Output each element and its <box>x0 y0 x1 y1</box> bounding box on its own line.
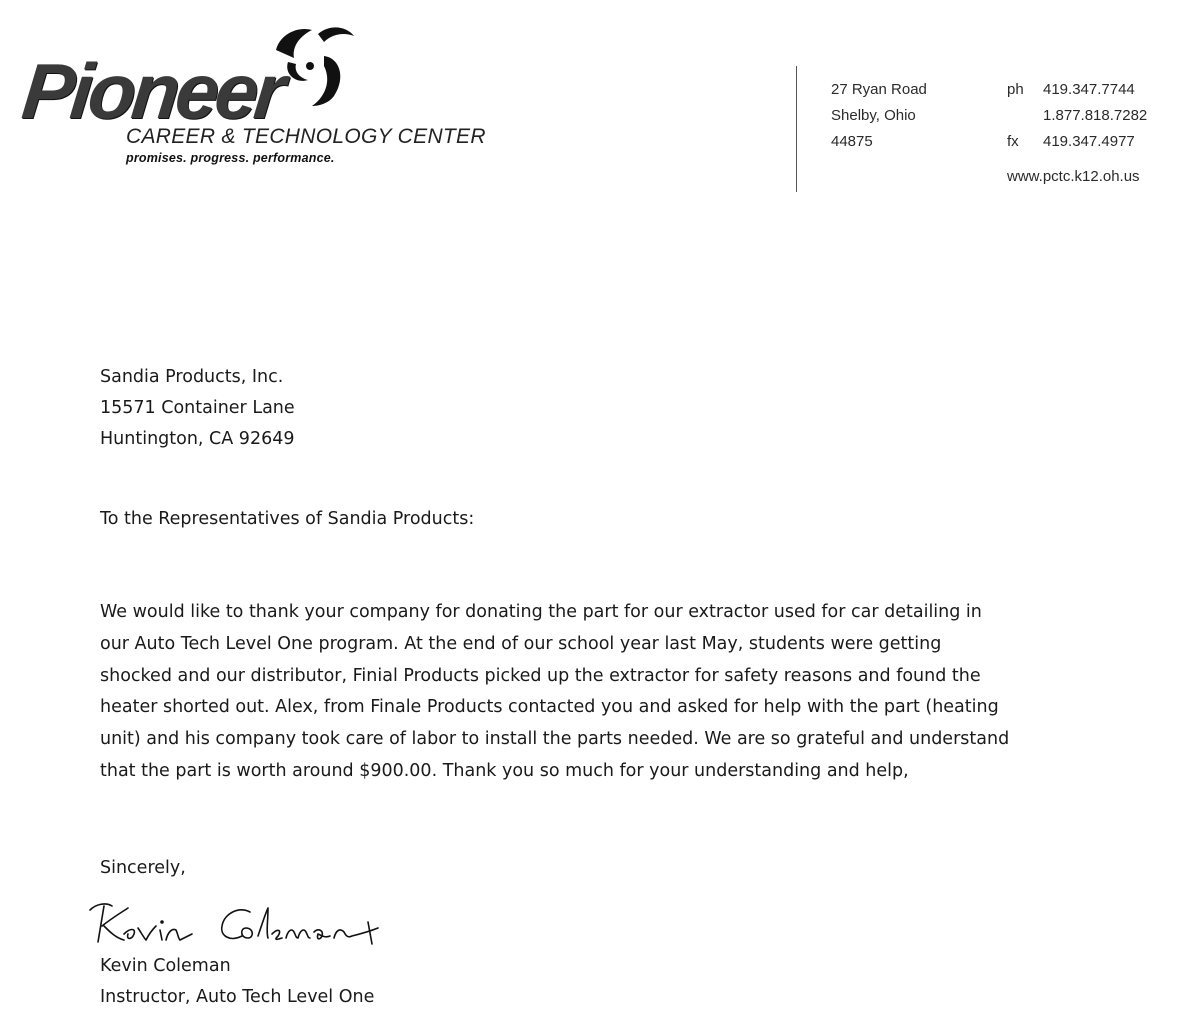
fax-number: 419.347.4977 <box>1043 133 1135 150</box>
address-line-2: Shelby, Ohio <box>831 107 916 124</box>
brand-wordmark: Pioneer <box>18 47 286 135</box>
address-line-1: 27 Ryan Road <box>831 81 927 98</box>
brand-tagline: promises. progress. performance. <box>126 151 335 165</box>
recipient-line: 15571 Container Lane <box>100 398 295 418</box>
body-line: heater shorted out. Alex, from Finale Products contacted you and asked for help with the part (heating <box>100 697 999 718</box>
toll-free-number: 1.877.818.7282 <box>1043 107 1148 124</box>
address-line-3: 44875 <box>831 133 873 150</box>
closing: Sincerely, <box>100 858 186 878</box>
recipient-line: Sandia Products, Inc. <box>100 367 284 387</box>
letterhead-divider <box>796 66 797 192</box>
body-line: that the part is worth around $900.00. Thank you so much for your understanding and help, <box>100 760 909 781</box>
fax-label: fx <box>1007 133 1019 150</box>
brand-subtitle: CAREER & TECHNOLOGY CENTER <box>126 125 486 148</box>
body-line: unit) and his company took care of labor to install the parts needed. We are so grateful and understand <box>100 729 1010 750</box>
signer-title: Instructor, Auto Tech Level One <box>100 987 375 1007</box>
signer-name: Kevin Coleman <box>100 956 231 976</box>
website-link[interactable]: www.pctc.k12.oh.us <box>1007 168 1140 185</box>
recipient-address <box>100 362 295 455</box>
phone-label: ph <box>1007 81 1024 98</box>
pioneer-logo <box>18 22 518 172</box>
body-line: We would like to thank your company for donating the part for our extractor used for car detailing in <box>100 602 982 622</box>
recipient-line: Huntington, CA 92649 <box>100 429 295 449</box>
phone-number: 419.347.7744 <box>1043 81 1135 98</box>
body-line: shocked and our distributor, Finial Products picked up the extractor for safety reasons and found the <box>100 665 981 686</box>
handwritten-signature <box>82 888 402 958</box>
letter-body <box>100 597 1009 788</box>
body-line: our Auto Tech Level One program. At the end of our school year last May, students were getting <box>100 633 942 654</box>
salutation: To the Representatives of Sandia Products: <box>100 509 475 529</box>
